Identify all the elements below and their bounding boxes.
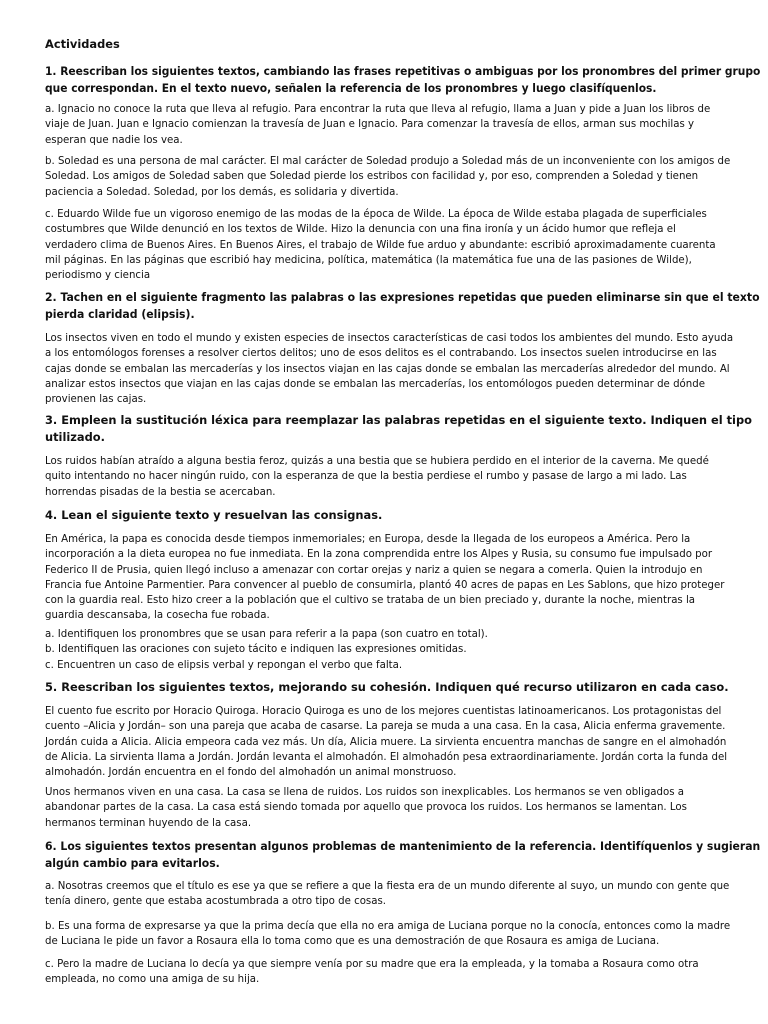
section-1-heading-line-1: 1. Reescriban los siguientes textos, cambiando las frases repetitivas o ambiguas por los pronombres del primer grupo [45,64,761,78]
section-1-heading [45,63,760,97]
section-5-heading-line-1: 5. Reescriban los siguientes textos, mejorando su cohesión. Indiquen qué recurso utilizaron en cada caso. [45,680,729,694]
text-line: c. Eduardo Wilde fue un vigoroso enemigo de las modas de la época de Wilde. La época de Wilde estaba plagada de superficiales [45,209,707,220]
text-line: Jordán cuida a Alicia. Alicia empeora cada vez más. Un día, Alicia muere. La sirvienta encuentra manchas de sangre en el almohadón [45,736,727,748]
section-6-paragraph-a [45,879,729,910]
section-6-heading-line-2: algún cambio para evitarlos. [45,856,220,870]
text-line: a. Nosotras creemos que el título es ese ya que se refiere a que la fiesta era de un mundo diferente al suyo, un mundo con gente que [45,881,730,892]
text-line: El cuento fue escrito por Horacio Quiroga. Horacio Quiroga es uno de los mejores cuentistas latinoamericanos. Los protagonistas del [45,706,722,717]
section-1-paragraph-c [45,207,716,283]
text-line: Federico II de Prusia, quien llegó incluso a amenazar con cortar orejas y nariz a quien se negara a comerla. Quien la introdujo en [45,564,703,576]
text-line: b. Es una forma de expresarse ya que la prima decía que ella no era amiga de Luciana porque no la conocía, entonces como la madre [45,921,731,932]
section-1-heading-line-2: que correspondan. En el texto nuevo, señalen la referencia de los pronombres y luego clasifíquenlos. [45,81,657,95]
text-line: b. Soledad es una persona de mal carácter. El mal carácter de Soledad produjo a Soledad más de un inconveniente con los amigos de [45,156,731,167]
section-3-heading-line-2: utilizado. [45,430,105,444]
text-line: cuento –Alicia y Jordán– son una pareja que acaba de casarse. La pareja se muda a una casa. En la casa, Alicia enferma gravemente. [45,721,726,733]
section-2-heading-line-1: 2. Tachen en el siguiente fragmento las palabras o las expresiones repetidas que pueden eliminarse sin que el texto [45,290,760,304]
section-4-heading [45,507,382,524]
text-line: analizar estos insectos que viajan en las cajas donde se embalan las mercaderías, los entomólogos pueden determinar de dónde [45,378,705,390]
text-line: con la guardia real. Esto hizo creer a la población que el cultivo se trataba de un bien preciado y, durante la noche, mientras la [45,595,696,607]
text-line: mil páginas. En las páginas que escribió hay medicina, política, matemática (la matemática fue una de las pasiones de Wilde), [45,254,692,266]
section-5-paragraph-1 [45,704,727,780]
text-line: a los entomólogos forenses a resolver ciertos delitos; uno de esos delitos es el contrabando. Los insectos suelen introducirse en las [45,348,717,360]
text-line: esperan que nadie los vea. [45,134,183,146]
text-line: provienen las cajas. [45,394,147,406]
instruction-item: a. Identifiquen los pronombres que se usan para referir a la papa (son cuatro en total). [45,629,488,640]
text-line: Unos hermanos viven en una casa. La casa se llena de ruidos. Los ruidos son inexplicables. Los hermanos se ven obligados a [45,787,685,798]
text-line: En América, la papa es conocida desde tiempos inmemoriales; en Europa, desde la llegada de los europeos a América. Pero la [45,534,691,545]
text-line: Los insectos viven en todo el mundo y existen especies de insectos características de casi todos los ambientes del mundo. Esto ayuda [45,333,734,344]
text-line: tenía dinero, gente que estaba acostumbrada a otro tipo de cosas. [45,896,387,908]
text-line: Francia fue Antoine Parmentier. Para convencer al pueblo de consumirla, plantó 40 acres de papas en Les Sablons, que hizo proteger [45,579,725,591]
text-line: guardia descansaba, la cosecha fue robada. [45,610,270,622]
section-4-instructions [45,627,488,673]
text-line: abandonar partes de la casa. La casa está siendo tomada por aquello que provoca los ruidos. Los hermanos se lamentan. Los [45,802,687,814]
text-line: Soledad. Los amigos de Soledad saben que Soledad pierde los estribos con facilidad y, por eso, comprenden a Soledad y tienen [45,171,699,183]
section-6-paragraph-b [45,919,730,950]
instruction-item: b. Identifiquen las oraciones con sujeto tácito e indiquen las expresiones omitidas. [45,644,467,656]
section-4-heading-line-1: 4. Lean el siguiente texto y resuelvan las consignas. [45,508,383,522]
text-line: de Alicia. La sirvienta llama a Jordán. Jordán levanta el almohadón. El almohadón pesa extraordinariamente. Jordán corta la funda del [45,751,728,763]
text-line: horrendas pisadas de la bestia se acercaban. [45,486,276,498]
text-line: verdadero clima de Buenos Aires. En Buenos Aires, el trabajo de Wilde fue arduo y abundante: escribió aproximadamente cuarenta [45,239,716,251]
text-line: almohadón. Jordán encuentra en el fondo del almohadón un animal monstruoso. [45,767,457,779]
text-line: hermanos terminan huyendo de la casa. [45,817,252,829]
text-line: Los ruidos habían atraído a alguna bestia feroz, quizás a una bestia que se hubiera perdido en el interior de la caverna. Me quedé [45,456,709,467]
section-1-paragraph-a [45,102,710,148]
section-3-heading-line-1: 3. Empleen la sustitución léxica para reemplazar las palabras repetidas en el siguiente texto. Indiquen el tipo [45,413,752,427]
text-line: periodismo y ciencia [45,270,151,282]
section-2-heading-line-2: pierda claridad (elipsis). [45,307,195,321]
section-1-paragraph-b [45,154,730,200]
text-line: de Luciana le pide un favor a Rosaura ella lo toma como que es una demostración de que Rosaura es amiga de Luciana. [45,936,660,948]
section-2-paragraph [45,331,733,407]
section-6-heading-line-1: 6. Los siguientes textos presentan algunos problemas de mantenimiento de la referencia. Identifíquenlos y sugieran [45,839,761,853]
text-line: c. Pero la madre de Luciana lo decía ya que siempre venía por su madre que era la empleada, y la tomaba a Rosaura como otra [45,959,699,970]
section-2-heading [45,289,760,323]
section-5-paragraph-2 [45,785,687,831]
text-line: viaje de Juan. Juan e Ignacio comienzan la travesía de Juan e Ignacio. Para comenzar la travesía de ellos, arman sus mochilas y [45,119,695,131]
text-line: a. Ignacio no conoce la ruta que lleva al refugio. Para encontrar la ruta que lleva al refugio, llama a Juan y pide a Juan los libros de [45,104,711,115]
text-line: paciencia a Soledad. Soledad, por los demás, es solidaria y divertida. [45,186,399,198]
text-line: incorporación a la dieta europea no fue inmediata. En la zona comprendida entre los Alpes y Rusia, su consumo fue impulsado por [45,549,713,561]
section-4-paragraph [45,532,724,624]
page-title: Actividades [45,37,120,51]
instruction-item: c. Encuentren un caso de elipsis verbal y repongan el verbo que falta. [45,659,403,671]
text-line: costumbres que Wilde denunció en los textos de Wilde. Hizo la denuncia con una fina ironía y un ácido humor que refleja el [45,224,676,236]
section-6-heading [45,838,760,872]
text-line: quito intentando no hacer ningún ruido, con la esperanza de que la bestia perdiese el rumbo y pasase de largo a mi lado. Las [45,471,687,483]
section-3-heading [45,412,752,446]
section-6-paragraph-c [45,957,699,988]
text-line: cajas donde se embalan las mercaderías y los insectos viajan en las cajas donde se embalan las mercaderías alrededor del mundo. Al [45,363,730,375]
section-3-paragraph [45,454,709,500]
section-5-heading [45,679,729,696]
text-line: empleada, no como una amiga de su hija. [45,974,260,986]
